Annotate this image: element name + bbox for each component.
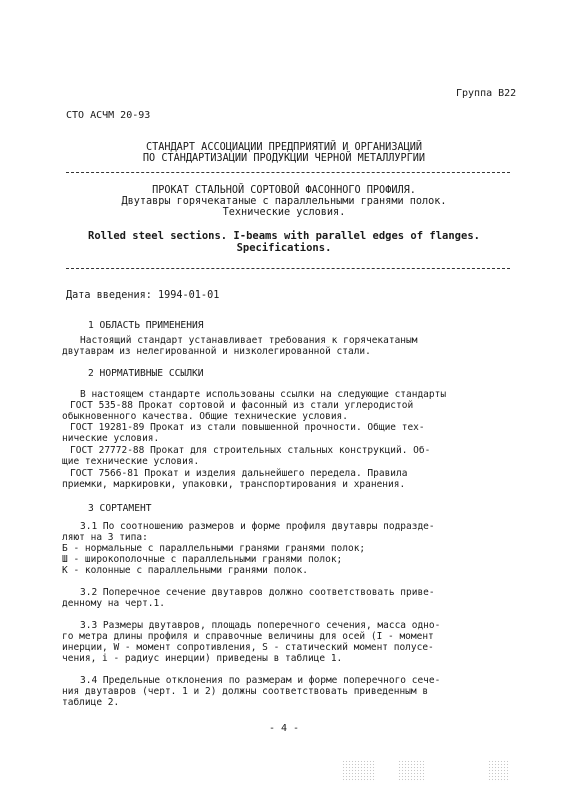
- section-1-heading: 1 ОБЛАСТЬ ПРИМЕНЕНИЯ: [88, 320, 204, 331]
- title-ru-line-1: ПРОКАТ СТАЛЬНОЙ СОРТОВОЙ ФАСОННОГО ПРОФИЛЯ.: [152, 185, 416, 196]
- section-2-line: В настоящем стандарте использованы ссылки на следующие стандарты: [80, 389, 447, 400]
- section-3-2-line: 3.2 Поперечное сечение двутавров должно соответствовать приве-: [80, 587, 435, 598]
- title-en-line-1: Rolled steel sections. I-beams with parallel edges of flanges.: [88, 230, 480, 242]
- document-id: СТО АСЧМ 20-93: [66, 110, 151, 121]
- section-2-line: ГОСТ 7566-81 Прокат и изделия дальнейшего передела. Правила: [70, 468, 408, 479]
- section-3-2-line: денному на черт.1.: [62, 598, 165, 609]
- section-3-1-line: Б - нормальные с параллельными гранями гранями полок;: [62, 543, 366, 554]
- title-ru-line-2: Двутавры горячекатаные с параллельными гранями полок.: [121, 196, 447, 207]
- section-3-heading: 3 СОРТАМЕНТ: [88, 503, 152, 514]
- section-3-3-line: го метра длины профиля и справочные величины для осей (I - момент: [62, 631, 434, 642]
- section-2-line: ГОСТ 27772-88 Прокат для строительных стальных конструкций. Об-: [70, 445, 431, 456]
- section-2-line: ГОСТ 19281-89 Прокат из стали повышенной прочности. Общие тех-: [70, 422, 425, 433]
- top-divider: [66, 172, 510, 173]
- section-2-line: ГОСТ 535-88 Прокат сортовой и фасонный из стали углеродистой: [70, 400, 414, 411]
- section-2-line: обыкновенного качества. Общие технические условия.: [62, 411, 348, 422]
- association-line-1: СТАНДАРТ АССОЦИАЦИИ ПРЕДПРИЯТИЙ И ОРГАНИЗАЦИЙ: [145, 142, 422, 153]
- section-2-line: приемки, маркировки, упаковки, транспортирования и хранения.: [62, 479, 406, 490]
- bottom-divider: [66, 268, 510, 269]
- scan-noise: [398, 760, 424, 782]
- scan-noise: [488, 760, 510, 782]
- section-1-line: двутаврам из нелегированной и низколегированной стали.: [62, 346, 371, 357]
- page-number: - 4 -: [268, 723, 300, 734]
- section-3-3-line: 3.3 Размеры двутавров, площадь поперечного сечения, масса одно-: [80, 620, 441, 631]
- group-code: Группа В22: [456, 88, 517, 99]
- section-3-4-line: таблице 2.: [62, 697, 120, 708]
- section-3-3-line: инерции, W - момент сопротивления, S - статический момент полусе-: [62, 642, 434, 653]
- section-2-line: щие технические условия.: [62, 456, 200, 467]
- section-3-1-line: Ш - широкополочные с параллельными гранями полок;: [62, 554, 343, 565]
- section-3-4-line: ния двутавров (черт. 1 и 2) должны соответствовать приведенным в: [62, 686, 429, 697]
- association-line-2: ПО СТАНДАРТИЗАЦИИ ПРОДУКЦИИ ЧЕРНОЙ МЕТАЛЛУРГИИ: [142, 153, 426, 164]
- title-ru-line-3: Технические условия.: [222, 207, 346, 218]
- section-3-1-line: ляют на 3 типа:: [62, 532, 148, 543]
- title-en-line-2: Specifications.: [236, 242, 332, 254]
- section-3-1-line: К - колонные с параллельными гранями полок.: [62, 565, 308, 576]
- section-2-line: нические условия.: [62, 433, 160, 444]
- section-1-line: Настоящий стандарт устанавливает требования к горячекатаным: [80, 335, 418, 346]
- section-2-heading: 2 НОРМАТИВНЫЕ ССЫЛКИ: [88, 368, 204, 379]
- introduction-date: Дата введения: 1994-01-01: [66, 290, 220, 301]
- section-3-3-line: чения, i - радиус инерции) приведены в таблице 1.: [62, 653, 343, 664]
- scan-noise: [342, 760, 376, 782]
- section-3-1-line: 3.1 По соотношению размеров и форме профиля двутавры подразде-: [80, 521, 435, 532]
- section-3-4-line: 3.4 Предельные отклонения по размерам и форме поперечного сече-: [80, 675, 441, 686]
